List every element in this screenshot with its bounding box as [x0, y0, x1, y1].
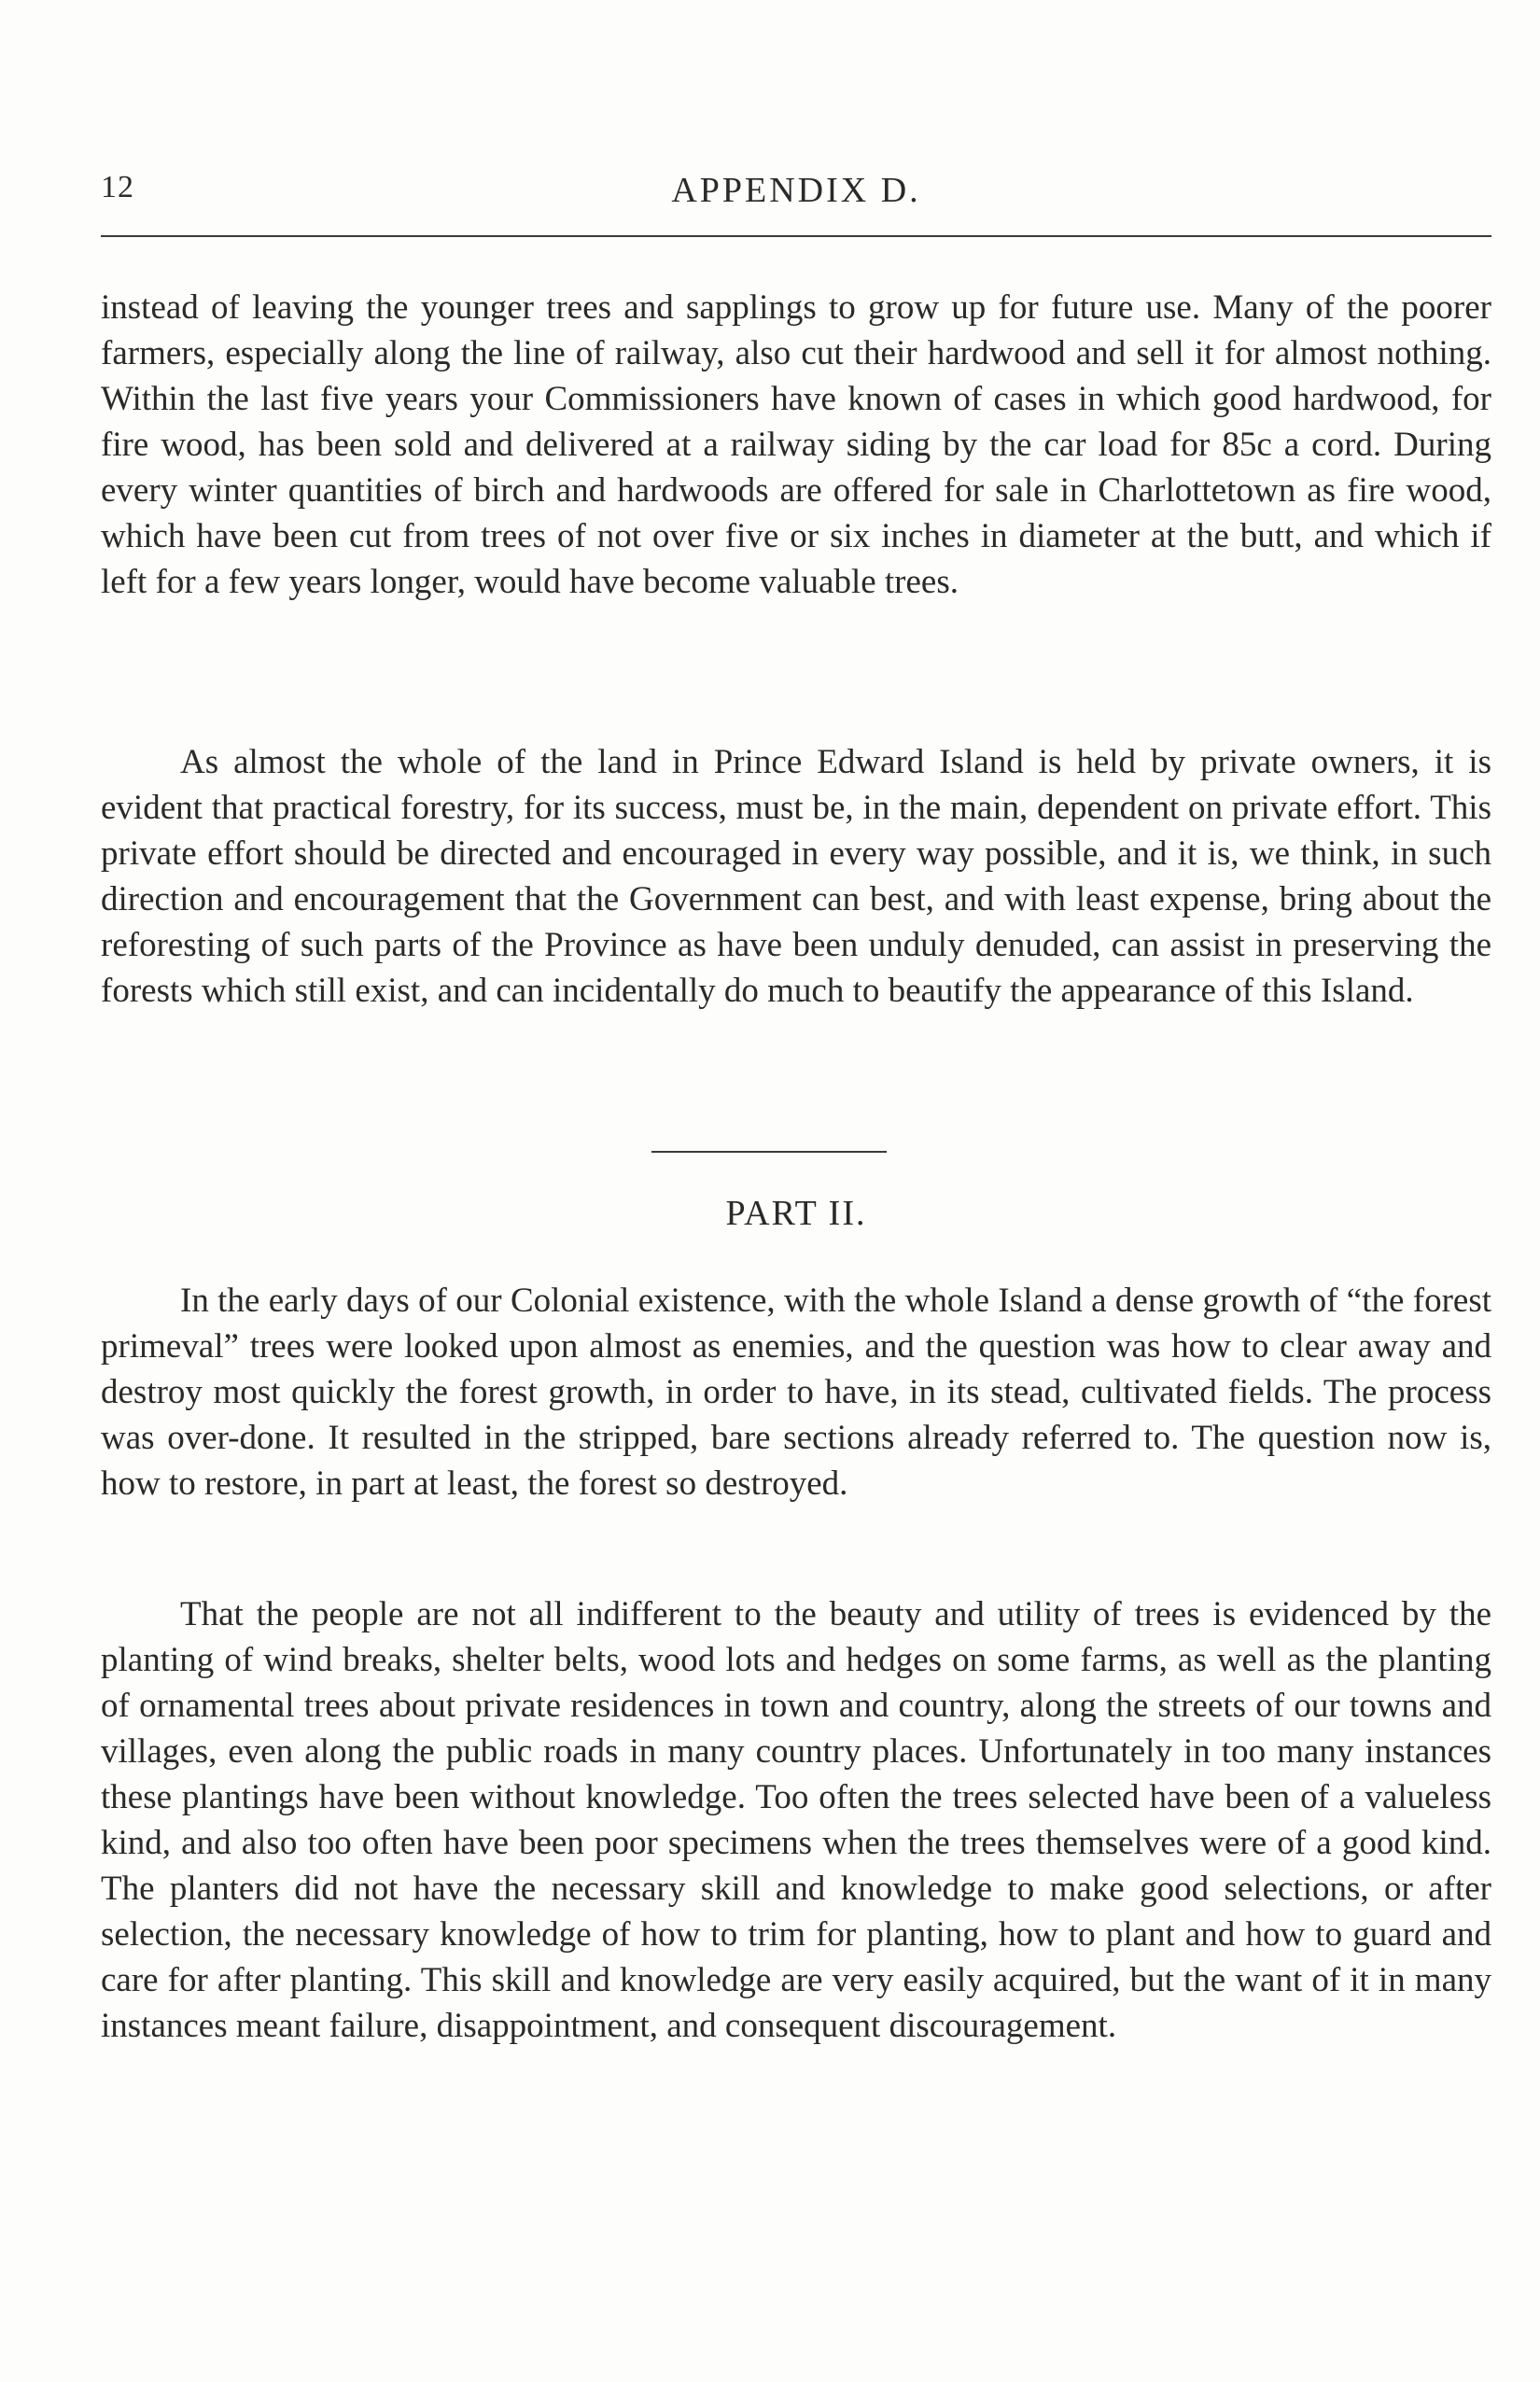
section-divider: [651, 1151, 887, 1153]
page-number: 12: [101, 170, 134, 204]
paragraph: As almost the whole of the land in Prince Edward Island is held by private owners, it is evident that practical forestry, for its success, must be, in the main, dependent on private effort. This private effort should be directed and encouraged in every way possible, and it is, we think, in such direction and encouragement that the Government can best, and with least expense, bring about the reforesting of such parts of the Province as have been unduly denuded, can assist in preserving the forests which still exist, and can incidentally do much to beautify the appearance of this Island.: [101, 743, 1491, 1010]
header-rule: [101, 235, 1491, 237]
paragraph: That the people are not all indifferent to the beauty and utility of trees is evidenced by the planting of wind breaks, shelter belts, wood lots and hedges on some farms, as well as the planting of ornamental trees about private residences in town and country, along the streets of our towns and villages, even along the public roads in many country places. Unfortunately in too many instances these plantings have been without knowledge. Too often the trees selected have been of a valueless kind, and also too often have been poor specimens when the trees themselves were of a good kind. The planters did not have the necessary skill and knowledge to make good selections, or after selection, the necessary knowledge of how to trim for planting, how to plant and how to guard and care for after planting. This skill and knowledge are very easily acquired, but the want of it in many instances meant failure, disappointment, and consequent discouragement.: [101, 1595, 1491, 2045]
section-heading: PART II.: [725, 1194, 867, 1233]
paragraph: instead of leaving the younger trees and sapplings to grow up for future use. Many of the poorer farmers, especially along the line of railway, also cut their hardwood and sell it for almost nothing. Within the last five years your Commissioners have known of cases in which good hardwood, for fire wood, has been sold and delivered at a railway siding by the car load for 85c a cord. During every winter quantities of birch and hardwoods are offered for sale in Charlottetown as fire wood, which have been cut from trees of not over five or six inches in diameter at the butt, and which if left for a few years longer, would have become valuable trees.: [101, 288, 1491, 601]
running-title: APPENDIX D.: [671, 171, 921, 210]
running-head: [101, 170, 1491, 217]
paragraph: In the early days of our Colonial existence, with the whole Island a dense growth of “the forest primeval” trees were looked upon almost as enemies, and the question was how to clear away and destroy most quickly the forest growth, in order to have, in its stead, cultivated fields. The process was over-done. It resulted in the stripped, bare sections already referred to. The question now is, how to restore, in part at least, the forest so destroyed.: [101, 1282, 1491, 1503]
